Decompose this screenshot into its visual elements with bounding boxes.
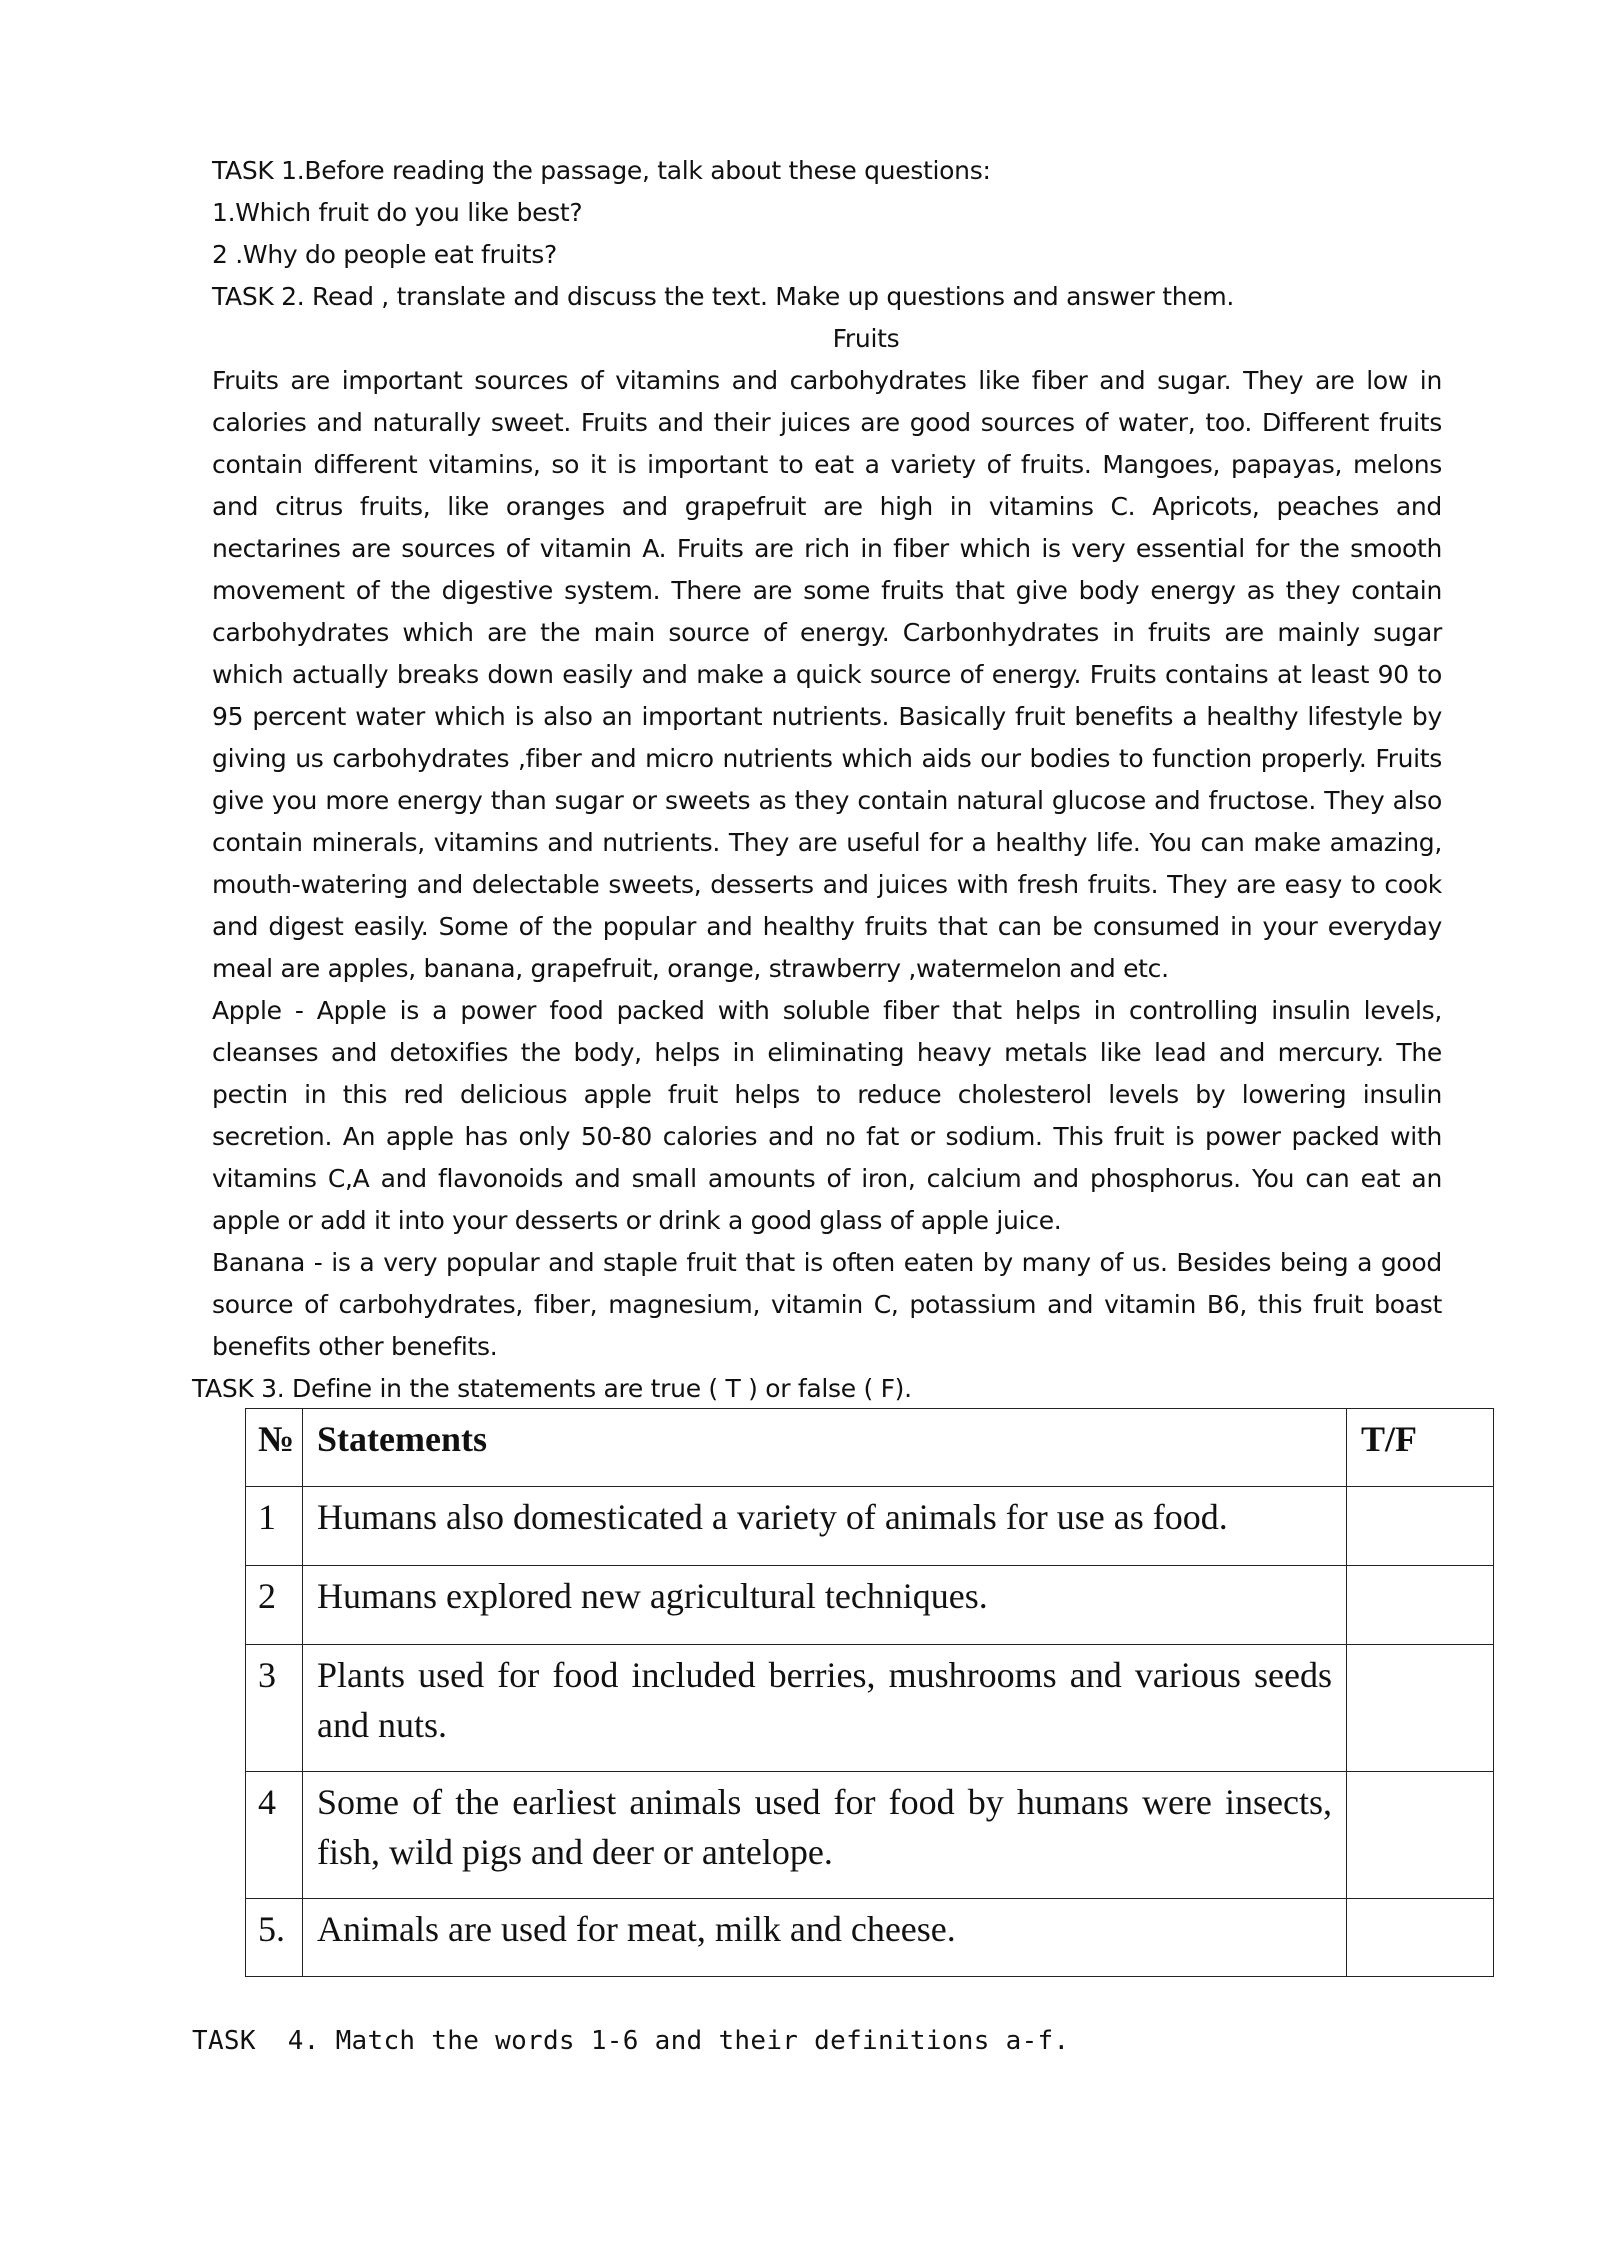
passage-title: Fruits xyxy=(832,324,900,353)
table-row xyxy=(246,1899,1494,1977)
row-statement: Humans explored new agricultural techniques. xyxy=(303,1566,1347,1645)
passage-paragraph-fruits: Fruits are important sources of vitamins and carbohydrates like fiber and sugar. They are low in calories and naturally sweet. Fruits and their juices are good sources of water, too. Different fruits contain different vitamins, so it is important to eat a variety of fruits. Mangoes, papayas, melons and citrus fruits, like oranges and grapefruit are high in vitamins C. Apricots, peaches and nectarines are sources of vitamin A. Fruits are rich in fiber which is very essential for the smooth movement of the digestive system. There are some fruits that give body energy as they contain carbohydrates which are the main source of energy. Carbonhydrates in fruits are mainly sugar which actually breaks down easily and make a quick source of energy. Fruits contains at least 90 to 95 percent water which is also an important nutrients. Basically fruit benefits a healthy lifestyle by giving us carbohydrates ,fiber and micro nutrients which aids our bodies to function properly. Fruits give you more energy than sugar or sweets as they contain natural glucose and fructose. They also contain minerals, vitamins and nutrients. They are useful for a healthy life. You can make amazing, mouth-watering and delectable sweets, desserts and juices with fresh fruits. They are easy to cook and digest easily. Some of the popular and healthy fruits that can be consumed in your everyday meal are apples, banana, grapefruit, orange, strawberry ,watermelon and etc. xyxy=(212,366,1442,983)
row-number: 2 xyxy=(246,1566,303,1645)
row-number: 4 xyxy=(246,1772,303,1899)
row-answer-cell[interactable] xyxy=(1347,1566,1494,1645)
table-row xyxy=(246,1772,1494,1899)
task2-heading: TASK 2. Read , translate and discuss the text. Make up questions and answer them. xyxy=(212,282,1235,311)
row-statement: Plants used for food included berries, mushrooms and various seeds and nuts. xyxy=(303,1645,1347,1772)
row-statement: Some of the earliest animals used for food by humans were insects, fish, wild pigs and deer or antelope. xyxy=(303,1772,1347,1899)
row-answer-cell[interactable] xyxy=(1347,1487,1494,1566)
row-statement: Humans also domesticated a variety of animals for use as food. xyxy=(303,1487,1347,1566)
table-header-row xyxy=(246,1409,1494,1487)
table-row xyxy=(246,1645,1494,1772)
row-answer-cell[interactable] xyxy=(1347,1772,1494,1899)
table-row xyxy=(246,1566,1494,1645)
task1-question-1: 1.Which fruit do you like best? xyxy=(212,198,583,227)
task3-heading: TASK 3. Define in the statements are true ( T ) or false ( F). xyxy=(192,1374,912,1403)
header-true-false: T/F xyxy=(1347,1409,1494,1487)
row-answer-cell[interactable] xyxy=(1347,1899,1494,1977)
true-false-table xyxy=(245,1408,1494,1977)
header-number: № xyxy=(246,1409,303,1487)
passage-paragraph-banana: Banana - is a very popular and staple fruit that is often eaten by many of us. Besides being a good source of carbohydrates, fiber, magnesium, vitamin C, potassium and vitamin B6, this fruit boast benefits other benefits. xyxy=(212,1248,1442,1361)
row-statement: Animals are used for meat, milk and cheese. xyxy=(303,1899,1347,1977)
task1-question-2: 2 .Why do people eat fruits? xyxy=(212,240,557,269)
task4-heading: TASK 4. Match the words 1-6 and their definitions a-f. xyxy=(192,2026,1070,2056)
task1-heading: TASK 1.Before reading the passage, talk about these questions: xyxy=(212,156,991,185)
header-statements: Statements xyxy=(303,1409,1347,1487)
row-number: 3 xyxy=(246,1645,303,1772)
row-number: 1 xyxy=(246,1487,303,1566)
table-row xyxy=(246,1487,1494,1566)
row-answer-cell[interactable] xyxy=(1347,1645,1494,1772)
row-number: 5. xyxy=(246,1899,303,1977)
passage-paragraph-apple: Apple - Apple is a power food packed with soluble fiber that helps in controlling insulin levels, cleanses and detoxifies the body, helps in eliminating heavy metals like lead and mercury. The pectin in this red delicious apple fruit helps to reduce cholesterol levels by lowering insulin secretion. An apple has only 50-80 calories and no fat or sodium. This fruit is power packed with vitamins C,A and flavonoids and small amounts of iron, calcium and phosphorus. You can eat an apple or add it into your desserts or drink a good glass of apple juice. xyxy=(212,996,1442,1235)
